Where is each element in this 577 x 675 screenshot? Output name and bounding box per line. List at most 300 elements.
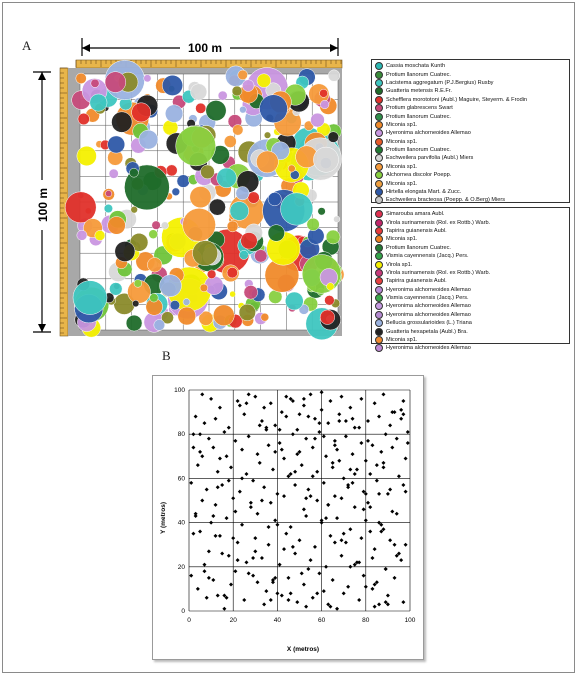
legend-swatch <box>375 286 383 294</box>
tree-crown <box>196 103 206 113</box>
scatter-point <box>233 510 237 514</box>
scatter-point <box>359 397 363 401</box>
legend-swatch <box>375 146 383 154</box>
arrow-down-icon <box>38 324 46 332</box>
legend-swatch <box>375 129 383 137</box>
legend-item <box>375 129 566 137</box>
tree-crown <box>326 230 340 244</box>
scatter-point <box>238 490 242 494</box>
scatter-point <box>390 410 394 414</box>
scatter-point <box>216 594 220 598</box>
scatter-point <box>240 476 244 480</box>
tree-crown <box>217 168 237 188</box>
scatter-point <box>295 600 299 604</box>
scatter-point <box>406 441 410 445</box>
legend-label: Alchornea discolor Poepp. <box>386 172 452 179</box>
tree-crown <box>77 230 87 240</box>
scatter-point <box>242 598 246 602</box>
scatter-point <box>317 571 321 575</box>
legend-item <box>375 154 566 162</box>
scatter-point <box>214 503 218 507</box>
legend-swatch <box>375 219 383 227</box>
tree-crown <box>213 305 234 326</box>
scatter-point <box>328 534 332 538</box>
tree-crown <box>232 86 242 96</box>
x-tick-label: 80 <box>362 617 370 624</box>
tree-crown <box>147 258 162 273</box>
legend-swatch <box>375 328 383 336</box>
legend-swatch <box>375 277 383 285</box>
scatter-point <box>302 582 306 586</box>
height-label: 100 m <box>36 187 50 223</box>
scatter-point <box>328 399 332 403</box>
tree-crown <box>154 320 165 331</box>
x-tick-label: 100 <box>404 617 416 624</box>
scatter-point <box>269 401 273 405</box>
scatter-point <box>209 397 213 401</box>
tree-crown <box>165 105 183 123</box>
scatter-point <box>194 512 198 516</box>
tree-crown <box>288 165 295 172</box>
scatter-point <box>280 448 284 452</box>
legend-swatch <box>375 269 383 277</box>
tree-crown <box>318 208 326 216</box>
legend-label: Miconia sp1. <box>386 180 418 187</box>
scatter-point <box>273 518 277 522</box>
y-tick-label: 80 <box>177 431 185 439</box>
legend-swatch <box>375 154 383 162</box>
scatter-point <box>280 410 284 414</box>
scatter-point <box>247 392 251 396</box>
scatter-point <box>306 415 310 419</box>
tree-crown <box>134 280 142 288</box>
tree-crown <box>233 125 244 136</box>
x-tick-label: 40 <box>273 617 282 624</box>
scatter-point <box>267 443 271 447</box>
legend-item <box>375 104 566 112</box>
legend-label: Simarouba amara Aubl. <box>386 211 445 218</box>
scatter-point <box>302 397 306 401</box>
scatter-point <box>249 501 253 505</box>
scatter-point <box>306 487 310 491</box>
legend-label: Miconia sp1. <box>386 121 418 128</box>
scatter-point <box>399 558 403 562</box>
legend-label: Hyeronima alchorneoides Allemao <box>386 303 471 310</box>
scatter-point <box>333 439 337 443</box>
scatter-point <box>262 602 266 606</box>
scatter-point <box>253 536 257 540</box>
legend-label: Miconia sp1. <box>386 337 418 344</box>
scatter-point <box>306 567 310 571</box>
legend-swatch <box>375 261 383 269</box>
tree-crown <box>132 300 139 307</box>
scatter-point <box>251 479 255 483</box>
scatter-point <box>401 600 405 604</box>
scatter-point <box>260 419 264 423</box>
tree-crown <box>104 204 113 213</box>
scatter-point <box>313 545 317 549</box>
tree-crown <box>108 136 125 153</box>
x-tick-label: 60 <box>317 617 326 624</box>
legend-swatch <box>375 79 383 87</box>
scatter-point <box>351 452 355 456</box>
scatter-point <box>399 417 403 421</box>
scatter-point <box>247 571 251 575</box>
scatter-point <box>397 474 401 478</box>
tree-crown <box>327 283 335 291</box>
legend-swatch <box>375 71 383 79</box>
scatter-point <box>331 465 335 469</box>
legend-label: Schefflera morototoni (Aubl.) Maguire, Steyerm. & Frodin <box>386 96 528 103</box>
scatter-point <box>280 594 284 598</box>
scatter-point <box>339 395 343 399</box>
scatter-point <box>258 461 262 465</box>
scatter-plot <box>153 376 423 659</box>
scatter-point <box>198 432 202 436</box>
scatter-point <box>191 532 195 536</box>
legend-item <box>375 344 566 352</box>
scatter-point <box>335 448 339 452</box>
scatter-point <box>273 450 277 454</box>
tree-crown <box>193 241 218 266</box>
tree-crown <box>200 284 208 292</box>
scatter-point <box>289 525 293 529</box>
legend-label: Lacistema aggregatum (P.J.Bergius) Rusby <box>386 79 494 86</box>
scatter-point <box>291 432 295 436</box>
scatter-point <box>298 538 302 542</box>
scatter-point <box>368 472 372 476</box>
scatter-point <box>339 554 343 558</box>
panel-b-chart <box>152 375 424 660</box>
scatter-point <box>346 483 350 487</box>
legend-label: Miconia sp1. <box>386 236 418 243</box>
tree-crown <box>183 208 216 241</box>
tree-crown <box>91 79 99 87</box>
legend-label: Virola sp1. <box>386 261 413 268</box>
tree-crown <box>190 186 211 207</box>
legend-item <box>375 235 566 243</box>
scatter-point <box>295 428 299 432</box>
legend-swatch <box>375 62 383 70</box>
legend-swatch <box>375 188 383 196</box>
scatter-point <box>189 574 193 578</box>
tree-crown <box>244 285 258 299</box>
scatter-point <box>313 437 317 441</box>
scatter-point <box>373 547 377 551</box>
scatter-point <box>233 439 237 443</box>
tree-crown <box>129 168 138 177</box>
scatter-point <box>205 487 209 491</box>
scatter-point <box>282 494 286 498</box>
legend-item <box>375 70 566 78</box>
scatter-points <box>189 390 410 611</box>
scatter-point <box>317 430 321 434</box>
tree-crown <box>177 175 190 188</box>
tree-crown <box>90 94 107 111</box>
scatter-point <box>311 445 315 449</box>
legend-item <box>375 196 566 204</box>
tree-crown <box>144 75 151 82</box>
legend-label: Tapirira guianensis Aubl. <box>386 227 447 234</box>
legend-item <box>375 286 566 294</box>
legend-label: Hyeronima alchorneoides Allemao <box>386 345 471 352</box>
scatter-point <box>326 421 330 425</box>
scatter-point <box>388 423 392 427</box>
tree-crown <box>320 89 328 97</box>
scatter-point <box>366 501 370 505</box>
legend-label: Bellucia grossularioides (L.) Triana <box>386 320 472 327</box>
tree-crown <box>112 112 133 133</box>
legend-swatch <box>375 171 383 179</box>
scatter-point <box>231 536 235 540</box>
scatter-point <box>357 560 361 564</box>
scatter-point <box>401 483 405 487</box>
legend-label: Virola surinamensis (Rol. ex Rottb.) Warb. <box>386 269 491 276</box>
scatter-point <box>244 401 248 405</box>
scatter-point <box>322 434 326 438</box>
legend-label: Eschweilera bracteosa (Poepp. & O.Berg) Miers <box>386 197 506 204</box>
scatter-point <box>390 510 394 514</box>
scatter-point <box>339 496 343 500</box>
scatter-point <box>202 421 206 425</box>
scatter-point <box>362 574 366 578</box>
scatter-point <box>238 403 242 407</box>
legend-item <box>375 87 566 95</box>
tree-crown <box>176 126 216 166</box>
scatter-point <box>227 479 231 483</box>
scatter-point <box>379 450 383 454</box>
scatter-point <box>236 540 240 544</box>
legend-swatch <box>375 294 383 302</box>
legend-label: Cassia moschata Kunth <box>386 63 446 70</box>
scatter-point <box>304 605 308 609</box>
scatter-point <box>348 527 352 531</box>
tree-crown <box>161 222 168 229</box>
tree-crown <box>65 192 96 223</box>
tree-crown <box>76 73 87 84</box>
scatter-point <box>218 534 222 538</box>
scatter-point <box>311 596 315 600</box>
legend-swatch <box>375 302 383 310</box>
scatter-point <box>229 582 233 586</box>
legend-label: Guatteria metensis R.E.Fr. <box>386 88 452 95</box>
scatter-point <box>200 454 204 458</box>
scatter-point <box>227 554 231 558</box>
legend-swatch <box>375 252 383 260</box>
scatter-point <box>364 585 368 589</box>
scatter-point <box>335 516 339 520</box>
legend-swatch <box>375 210 383 218</box>
tree-crown <box>311 113 325 127</box>
scatter-point <box>293 483 297 487</box>
scatter-point <box>393 576 397 580</box>
scatter-point <box>251 574 255 578</box>
tree-crown <box>334 216 340 222</box>
scatter-point <box>218 457 222 461</box>
scatter-point <box>236 399 240 403</box>
scatter-point <box>191 445 195 449</box>
x-axis-label: X (metros) <box>286 646 320 653</box>
scatter-point <box>278 441 282 445</box>
scatter-point <box>353 426 357 430</box>
scatter-point <box>256 512 260 516</box>
scatter-point <box>315 470 319 474</box>
scatter-point <box>291 545 295 549</box>
scatter-point <box>375 463 379 467</box>
legend-item <box>375 179 566 187</box>
legend-item <box>375 244 566 252</box>
scatter-point <box>286 576 290 580</box>
scatter-point <box>370 587 374 591</box>
arrow-right-icon <box>330 44 338 52</box>
scatter-point <box>386 594 390 598</box>
scatter-point <box>258 423 262 427</box>
scatter-point <box>253 395 257 399</box>
scatter-point <box>247 434 251 438</box>
legend-swatch <box>375 336 383 344</box>
legend-swatch <box>375 87 383 95</box>
scatter-point <box>315 591 319 595</box>
scatter-point <box>211 514 215 518</box>
scatter-point <box>225 454 229 458</box>
scatter-point <box>370 556 374 560</box>
scatter-point <box>404 543 408 547</box>
legend-swatch <box>375 319 383 327</box>
legend-swatch <box>375 180 383 188</box>
scatter-point <box>214 534 218 538</box>
legend-swatch <box>375 196 383 204</box>
tree-crown <box>78 113 90 125</box>
tree-crown <box>170 300 180 310</box>
panel-a-label: A <box>22 38 32 53</box>
legend-item <box>375 138 566 146</box>
arrow-up-icon <box>38 72 46 80</box>
scatter-point <box>256 452 260 456</box>
legend-label: Hyeronima alchorneoides Allemao <box>386 311 471 318</box>
scatter-point <box>348 468 352 472</box>
scatter-point <box>362 507 366 511</box>
legend-item <box>375 112 566 120</box>
tree-crown <box>149 230 158 239</box>
legend-label: Protium llanorum Cuatrec. <box>386 71 451 78</box>
scatter-point <box>293 552 297 556</box>
scatter-point <box>381 465 385 469</box>
scatter-point <box>200 499 204 503</box>
scatter-point <box>353 472 357 476</box>
scatter-point <box>214 417 218 421</box>
scatter-point <box>315 499 319 503</box>
scatter-point <box>269 501 273 505</box>
legend-swatch <box>375 227 383 235</box>
scatter-point <box>289 591 293 595</box>
scatter-point <box>364 518 368 522</box>
scatter-point <box>264 589 268 593</box>
legend-item <box>375 294 566 302</box>
species-legend-bottom <box>371 207 570 352</box>
legend-label: Hirtella elongata Mart. & Zucc. <box>386 189 462 196</box>
tree-crown <box>205 276 224 295</box>
scatter-point <box>216 470 220 474</box>
legend-item <box>375 311 566 319</box>
tree-crown <box>241 233 258 250</box>
scatter-point <box>198 450 202 454</box>
scatter-point <box>351 481 355 485</box>
legend-label: Guatteria hexapetala (Aubl.) Bra. <box>386 328 468 335</box>
tree-crown <box>320 310 335 325</box>
scatter-point <box>342 591 346 595</box>
tree-crown <box>207 270 216 279</box>
scatter-point <box>320 390 324 394</box>
scatter-point <box>406 430 410 434</box>
tree-crown <box>131 206 138 213</box>
legend-swatch <box>375 163 383 171</box>
scatter-point <box>357 598 361 602</box>
tree-crown <box>281 193 313 225</box>
scatter-point <box>368 529 372 533</box>
scatter-point <box>337 459 341 463</box>
tree-crown <box>178 307 196 325</box>
legend-label: Miconia sp1. <box>386 138 418 145</box>
legend-swatch <box>375 311 383 319</box>
scatter-point <box>390 445 394 449</box>
scatter-point <box>300 571 304 575</box>
legend-swatch <box>375 344 383 352</box>
scatter-point <box>284 395 288 399</box>
scatter-point <box>225 516 229 520</box>
scatter-point <box>337 412 341 416</box>
tree-crown <box>191 84 207 100</box>
tree-crown <box>239 250 248 259</box>
legend-item <box>375 62 566 70</box>
scatter-point <box>196 463 200 467</box>
legend-item <box>375 210 566 218</box>
scatter-point <box>278 428 282 432</box>
legend-swatch <box>375 104 383 112</box>
tree-crown <box>264 132 271 139</box>
tree-crown <box>115 241 135 261</box>
scatter-point <box>359 441 363 445</box>
tree-crown <box>152 221 161 230</box>
scatter-point <box>404 490 408 494</box>
legend-item <box>375 146 566 154</box>
scatter-point <box>401 412 405 416</box>
scatter-point <box>262 406 266 410</box>
scatter-point <box>309 494 313 498</box>
scatter-point <box>344 419 348 423</box>
tree-crown <box>162 75 182 95</box>
scatter-point <box>333 540 337 544</box>
scatter-grid <box>189 390 410 611</box>
tree-crown <box>320 100 329 109</box>
scatter-point <box>240 523 244 527</box>
scatter-point <box>370 443 374 447</box>
scatter-point <box>322 481 326 485</box>
scatter-point <box>320 408 324 412</box>
scatter-point <box>355 468 359 472</box>
scatter-point <box>375 479 379 483</box>
scatter-point <box>304 514 308 518</box>
y-tick-label: 20 <box>177 563 185 571</box>
scatter-point <box>253 549 257 553</box>
x-tick-label: 20 <box>229 617 237 624</box>
scatter-point <box>304 496 308 500</box>
tree-crown <box>150 294 159 303</box>
legend-item <box>375 218 566 226</box>
tree-crown <box>236 187 249 200</box>
scatter-point <box>346 585 350 589</box>
scatter-point <box>211 445 215 449</box>
scatter-point <box>339 538 343 542</box>
